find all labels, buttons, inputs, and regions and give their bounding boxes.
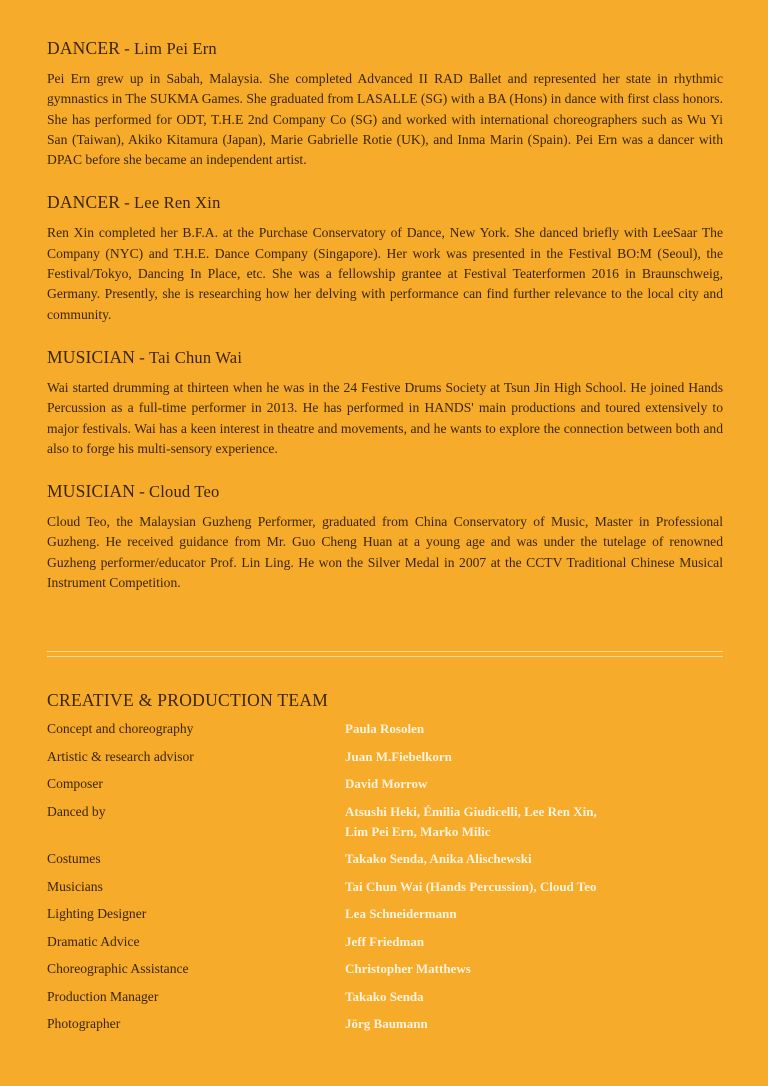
team-people: Takako Senda: [345, 988, 424, 1004]
bio-role: MUSICIAN: [47, 481, 136, 502]
bio-separator: -: [139, 347, 146, 367]
bio-separator: -: [124, 39, 131, 58]
team-people: Jeff Friedman: [345, 933, 425, 949]
team-people: David Morrow: [345, 776, 428, 791]
bio-heading: [47, 38, 723, 59]
section-divider: [47, 651, 723, 657]
team-people-line: Lim Pei Ern, Marko Milic: [345, 823, 491, 839]
team-people: Juan M.Fiebelkorn: [345, 748, 452, 764]
team-role: Dramatic Advice: [47, 933, 140, 949]
bio-name: Lim Pei Ern: [134, 39, 217, 58]
team-role: Production Manager: [47, 988, 159, 1004]
bio-lim-pei-ern: [47, 38, 723, 170]
bio-role: MUSICIAN: [47, 346, 136, 367]
bio-name: Cloud Teo: [149, 482, 220, 502]
bio-text: Wai started drumming at thirteen when he was in the 24 Festive Drums Society at Tsun Jin High School. He joined Hands Percussion as a full-time performer in 2013. He has performed in HANDS' main productions and toured extensively to major festivals. Wai has a keen interest in theatre and movements, and he wants to explore the connection between both and also to forge his multi-sensory experience.: [47, 379, 723, 456]
team-role: Musicians: [47, 878, 103, 894]
team-people: Lea Schneidermann: [345, 906, 457, 921]
bio-text: Pei Ern grew up in Sabah, Malaysia. She completed Advanced II RAD Ballet and represented her state in rhythmic gymnastics in The SUKMA Games. She graduated from LASALLE (SG) with a BA (Hons) in dance with first class honors. She has performed for ODT, T.H.E 2nd Company Co (SG) and worked with international choreographers such as Wu Yi San (Taiwan), Akiko Kitamura (Japan), Marie Gabrielle Rotie (UK), and Inma Marin (Spain). Pei Ern was a dancer with DPAC before she became an independent artist.: [47, 71, 723, 168]
bio-text: Cloud Teo, the Malaysian Guzheng Performer, graduated from China Conservatory of Music, Master in Professional Guzheng. He received guidance from Mr. Guo Cheng Huan at a young age and was under the tutelage of renowned Guzheng performer/educator Prof. Lin Ling. He won the Silver Medal in 2007 at the CCTV Traditional Chinese Musical Instrument Competition.: [47, 514, 723, 591]
bio-cloud-teo: [47, 481, 723, 593]
team-role: Choreographic Assistance: [47, 961, 189, 976]
team-row: [47, 959, 723, 979]
team-people-line: Atsushi Heki, Émilia Giudicelli, Lee Ren Xin,: [345, 803, 597, 819]
team-row: [47, 904, 723, 924]
bio-separator: -: [124, 193, 131, 213]
team-row: [47, 932, 723, 952]
team-role: Concept and choreography: [47, 721, 194, 736]
team-row: [47, 774, 723, 794]
team-row: [47, 802, 723, 842]
bio-lee-ren-xin: [47, 192, 723, 324]
bio-separator: -: [139, 482, 146, 502]
bio-text: Ren Xin completed her B.F.A. at the Purchase Conservatory of Dance, New York. She danced briefly with LeeSaar The Company (NYC) and T.H.E. Dance Company (Singapore). Her work was presented in the Festival BO:M (Seoul), the Festival/Tokyo, Dancing In Place, etc. She was a fellowship grantee at Festival Teaterformen 2016 in Braunschweig, Germany. Presently, she is researching how her delving with performance can find further relevance to the local city and community.: [47, 225, 723, 322]
bio-role: DANCER: [47, 38, 121, 58]
bio-name: Tai Chun Wai: [149, 347, 243, 367]
creative-team-section: [47, 690, 723, 1042]
team-people: Takako Senda, Anika Alischewski: [345, 851, 532, 866]
team-role: Costumes: [47, 851, 101, 866]
team-row: [47, 849, 723, 869]
bio-name: Lee Ren Xin: [134, 193, 221, 213]
bio-role: DANCER: [47, 192, 121, 213]
team-role: Artistic & research advisor: [47, 748, 194, 764]
team-row: [47, 1014, 723, 1034]
team-people: [345, 802, 597, 842]
team-role: Composer: [47, 776, 103, 791]
team-row: [47, 987, 723, 1007]
bio-heading: [47, 192, 723, 213]
team-row: [47, 877, 723, 897]
team-people: Paula Rosolen: [345, 721, 425, 736]
team-row: [47, 719, 723, 739]
bios-section: [47, 38, 723, 615]
team-people: Jörg Baumann: [345, 1016, 428, 1031]
bio-tai-chun-wai: [47, 347, 723, 459]
team-role: Danced by: [47, 803, 106, 819]
team-people: Tai Chun Wai (Hands Percussion), Cloud Teo: [345, 878, 597, 894]
team-people: Christopher Matthews: [345, 961, 471, 976]
team-role: Lighting Designer: [47, 906, 147, 921]
team-row: [47, 747, 723, 767]
team-heading: CREATIVE & PRODUCTION TEAM: [47, 690, 329, 710]
bio-heading: [47, 347, 723, 368]
bio-heading: [47, 481, 723, 502]
team-role: Photographer: [47, 1016, 121, 1031]
